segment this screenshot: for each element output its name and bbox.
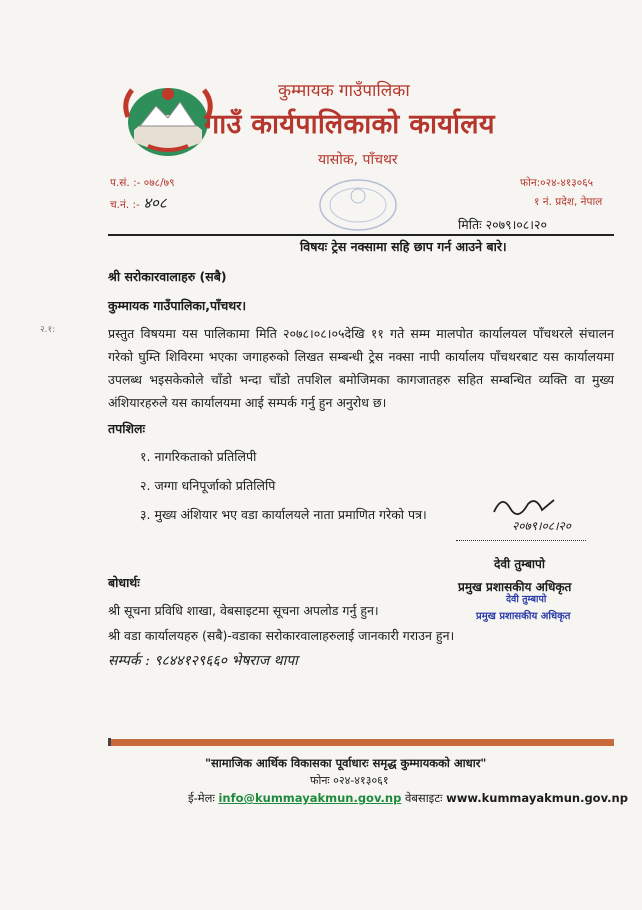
office-seal: [315, 176, 401, 234]
letter-date: मितिः २०७९।०८।२०: [458, 217, 548, 232]
tapsil-item: १. नागरिकताको प्रतिलिपी: [140, 449, 257, 464]
margin-mark: २.१:: [40, 325, 56, 335]
reference-label: प.सं. :-: [110, 177, 141, 189]
website-link[interactable]: www.kummayakmun.gov.np: [446, 791, 628, 805]
footer-slogan: "सामाजिक आर्थिक विकासका पूर्वाधारः समृद्ध कुम्मायकको आधार": [205, 756, 487, 770]
signature-date: २०७९।०८।२०: [512, 519, 572, 533]
email-link[interactable]: info@kummayakmun.gov.np: [218, 791, 402, 805]
email-label: ई-मेलः: [188, 791, 215, 805]
org-location: यासोक, पाँचथर: [318, 152, 398, 168]
dispatch-number: [110, 193, 167, 213]
recipient-line-2: कुम्मायक गाउँपालिका,पाँचथर।: [108, 298, 247, 313]
stamp-title: प्रमुख प्रशासकीय अधिकृत: [476, 611, 571, 622]
footer-phone: फोनः ०२४-४१३०६१: [310, 774, 389, 787]
cc-label: बोधार्थः: [108, 575, 140, 590]
emblem-logo: [118, 72, 218, 162]
signature-line: [456, 540, 586, 541]
stamp-name: देवी तुम्बापो: [506, 594, 547, 605]
header-divider: [108, 234, 614, 236]
org-title: गाउँ कार्यपालिकाको कार्यालय: [204, 109, 495, 140]
office-address: १ नं. प्रदेश, नेपाल: [534, 196, 603, 208]
signatory-title: प्रमुख प्रशासकीय अधिकृत: [458, 580, 572, 594]
dispatch-value: ४०८: [143, 194, 167, 212]
signatory-name: देवी तुम्बापो: [494, 557, 545, 571]
cc-item: श्री वडा कार्यालयहरु (सबै)-वडाका सरोकारवालाहरुलाई जानकारी गराउन हुन।: [108, 628, 455, 643]
footer-bar: [108, 738, 614, 746]
dispatch-label: च.नं. :-: [110, 199, 140, 211]
footer-contact-row: [188, 791, 628, 806]
reference-value: ०७८/७९: [143, 177, 175, 189]
website-label: वेबसाइटः: [404, 791, 443, 805]
cc-item: श्री सूचना प्रविधि शाखा, वेबसाइटमा सूचना अपलोड गर्नु हुन।: [108, 603, 379, 618]
tapsil-label: तपशिलः: [108, 421, 145, 436]
org-subtitle: कुम्मायक गाउँपालिका: [278, 81, 410, 101]
office-phone: फोन:०२४-४१३०६५: [520, 177, 594, 189]
letter-subject: विषयः ट्रेस नक्सामा सहि छाप गर्न आउने बारे।: [300, 239, 507, 254]
recipient-line-1: श्री सरोकारवालाहरु (सबै): [108, 269, 227, 284]
tapsil-item: ३. मुख्य अंशियार भए वडा कार्यालयले नाता प्रमाणित गरेको पत्र।: [140, 507, 427, 522]
handwritten-contact: सम्पर्क : ९८४४१२९६६० भेषराज थापा: [108, 653, 298, 669]
body-paragraph: प्रस्तुत विषयमा यस पालिकामा मिति २०७८।०८।०५देखि ११ गते सम्म मालपोत कार्यालयल पाँचथरले संचालन गरेको घुम्ति शिविरमा भएका जगाहरुको लिखत सम्बन्धी ट्रेस नक्सा नापी कार्यालय पाँचथरबाट यस कार्यालयमा उपलब्ध भइसकेकोले चाँडो भन्दा चाँडो तपशिल बमोजिमका कागजातहरु सहित सम्बन्धित व्यक्ति वा मुख्य अंशियारहरुले यस कार्यालयमा आई सम्पर्क गर्नु हुन अनुरोध छ।: [108, 326, 614, 410]
tapsil-item: २. जग्गा धनिपूर्जाको प्रतिलिपि: [140, 478, 276, 493]
reference-number: [110, 176, 175, 190]
